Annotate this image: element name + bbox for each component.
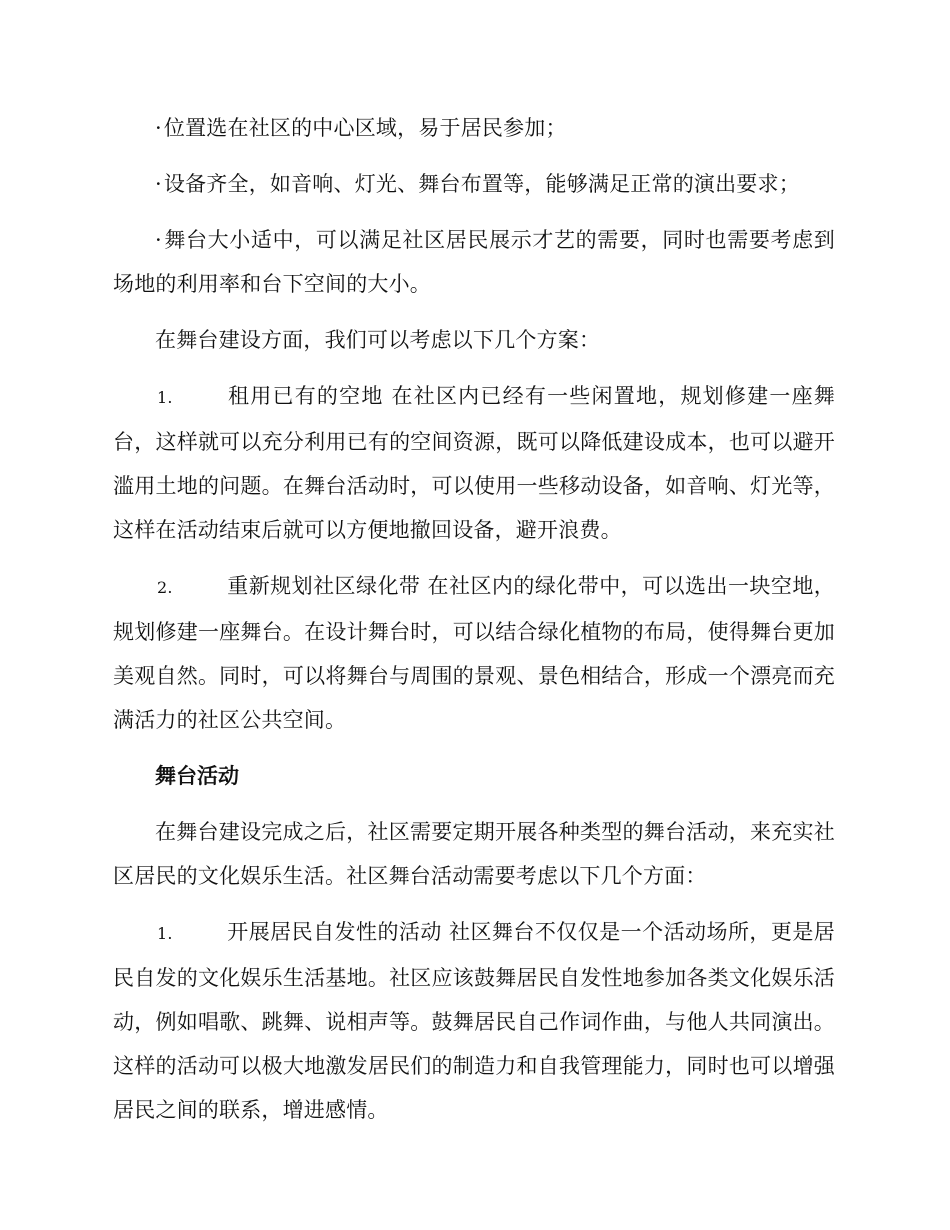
item-text: 开展居民自发性的活动 社区舞台不仅仅是一个活动场所，更是居民自发的文化娱乐生活基地。社区应该鼓舞居民自发性地参加各类文化娱乐活动，例如唱歌、跳舞、说相声等。鼓舞居民自己作词作曲，与他人共同演出。这样的活动可以极大地激发居民们的制造力和自我管理能力，同时也可以增强居民之间的联系，增进感情。: [113, 920, 835, 1122]
bullet-location: · 位置选在社区的中心区域，易于居民参加；: [113, 106, 835, 150]
activity-intro: 在舞台建设完成之后，社区需要定期开展各种类型的舞台活动，来充实社区居民的文化娱乐生活。社区舞台活动需要考虑以下几个方面：: [113, 820, 835, 888]
construction-item-2: [113, 564, 835, 742]
construction-item-1: [113, 374, 835, 552]
item-number: 2.: [157, 578, 173, 597]
item-number: 1.: [157, 924, 173, 943]
activity-item-1: [113, 910, 835, 1132]
item-text: 租用已有的空地 在社区内已经有一些闲置地，规划修建一座舞台，这样就可以充分利用已有的空间资源，既可以降低建设成本，也可以避开滥用土地的问题。在舞台活动时，可以使用一些移动设备，如音响、灯光等，这样在活动结束后就可以方便地撤回设备，避开浪费。: [113, 384, 835, 542]
item-number: 1.: [157, 388, 173, 407]
bullet-stage-size: · 舞台大小适中，可以满足社区居民展示才艺的需要，同时也需要考虑到场地的利用率和台下空间的大小。: [113, 218, 835, 306]
bullet-equipment: · 设备齐全，如音响、灯光、舞台布置等，能够满足正常的演出要求；: [113, 162, 835, 206]
document-page: [113, 106, 835, 1144]
section-heading-activities: 舞台活动: [155, 764, 239, 788]
construction-intro: 在舞台建设方面，我们可以考虑以下几个方案：: [155, 328, 601, 352]
item-text: 重新规划社区绿化带 在社区内的绿化带中，可以选出一块空地，规划修建一座舞台。在设计舞台时，可以结合绿化植物的布局，使得舞台更加美观自然。同时，可以将舞台与周围的景观、景色相结合，形成一个漂亮而充满活力的社区公共空间。: [113, 574, 835, 732]
